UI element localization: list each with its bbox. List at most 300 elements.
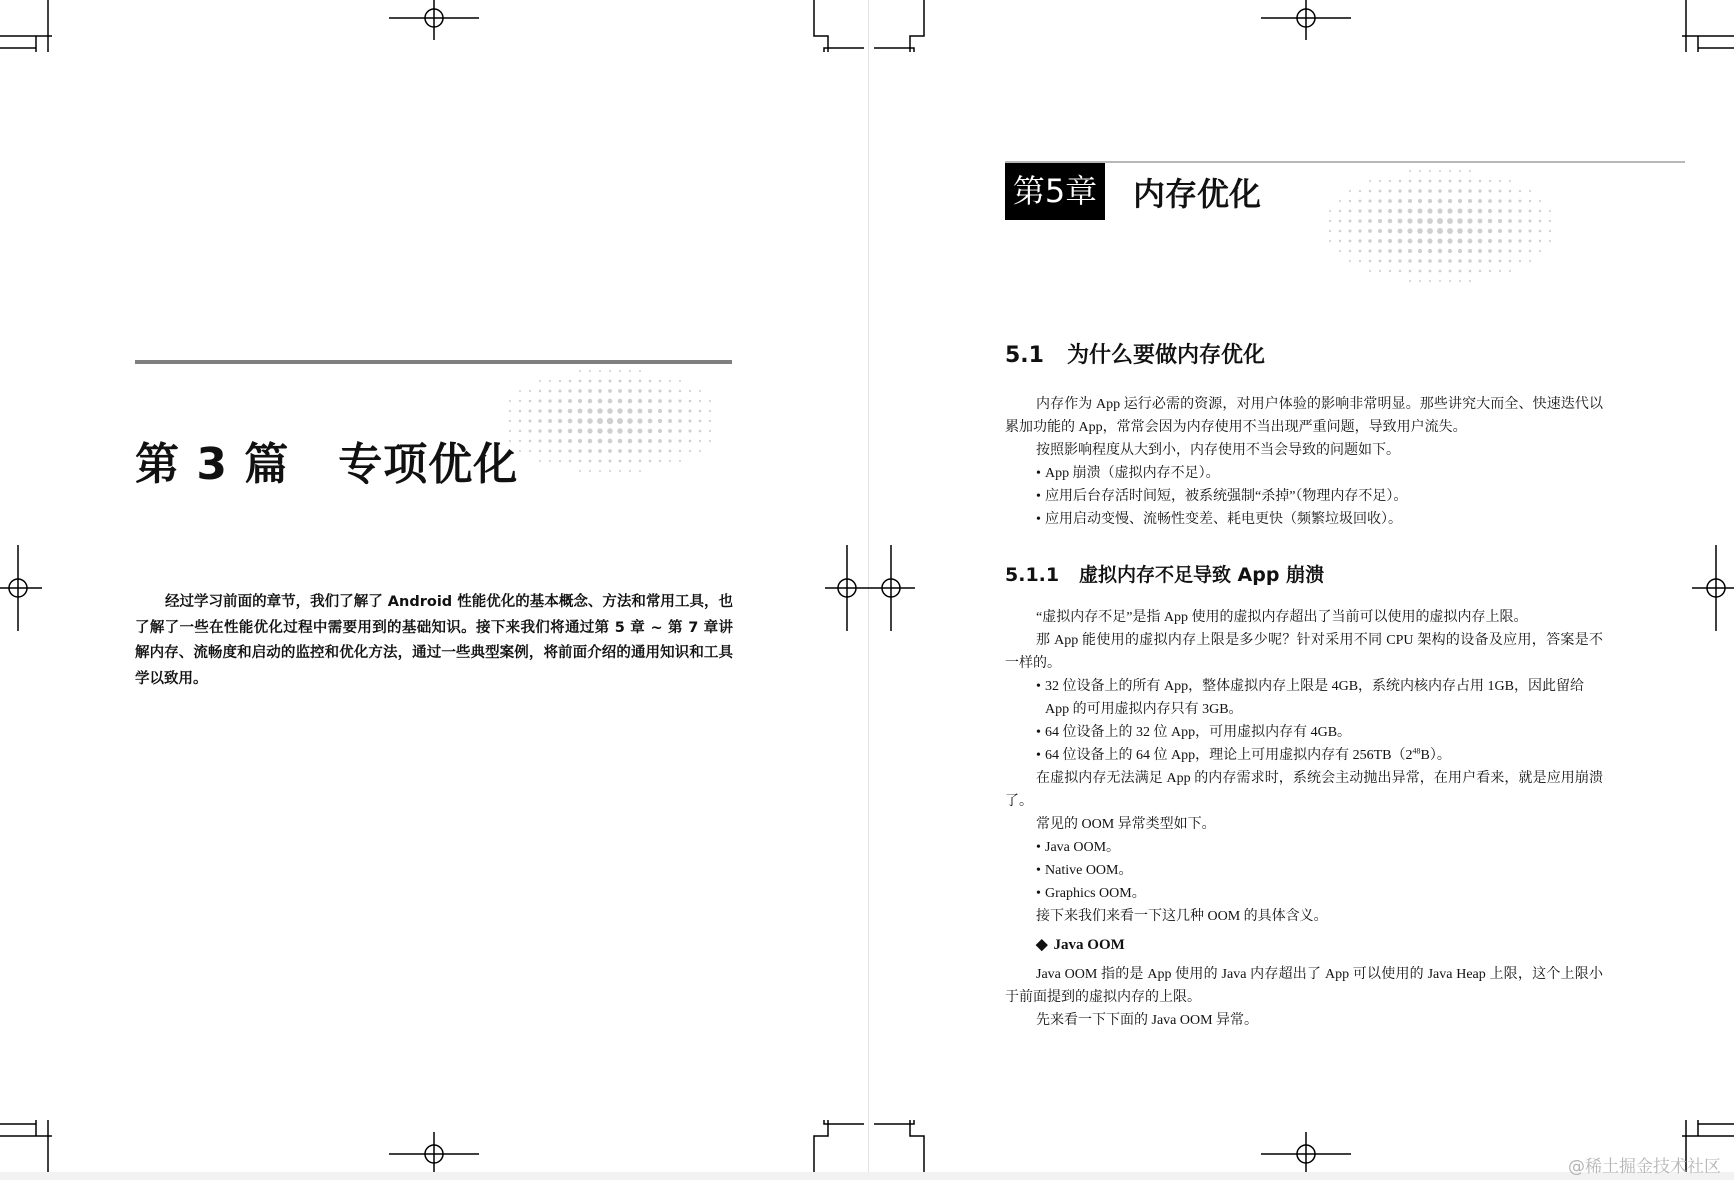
halftone-dot [1447,238,1452,243]
halftone-dot [558,439,562,443]
part-intro-paragraph: 经过学习前面的章节，我们了解了 Android 性能优化的基本概念、方法和常用工具，也了解了一些在性能优化过程中需要用到的基础知识。接下来我们将通过第 5 章 ~ 第 7 章讲解内存、流畅度和启动的监控和优化方法，通过一些典型案例，将前面介绍的通用知识和工具学以致用。 [135,594,733,687]
halftone-dot [679,460,681,462]
registration-mark-icon [389,0,479,40]
halftone-dot [1519,250,1522,253]
halftone-dot [649,460,652,463]
halftone-dot [659,460,661,462]
halftone-dot [548,409,552,413]
halftone-dot [1518,209,1521,212]
halftone-dot [569,380,572,383]
halftone-dot [648,449,651,452]
java-oom-heading-text: Java OOM [1053,937,1125,953]
halftone-dot [1498,209,1502,213]
halftone-dot [597,408,602,413]
halftone-dot [1428,259,1432,263]
halftone-dot [519,390,521,392]
halftone-dot [628,439,632,443]
halftone-dot [529,450,531,452]
halftone-dot [699,400,701,402]
halftone-dot [1349,200,1351,202]
halftone-dot [1478,259,1481,262]
halftone-dot [1418,209,1423,214]
part-title: 第 3 篇 专项优化 [135,439,519,490]
halftone-dot [617,428,622,433]
halftone-dot [1428,249,1432,253]
halftone-dot [1358,219,1361,222]
halftone-dot [1488,259,1491,262]
halftone-dot [588,399,592,403]
halftone-dot [629,460,632,463]
halftone-dot [619,470,621,472]
halftone-dot [528,419,531,422]
halftone-dot [1439,270,1442,273]
halftone-dot [668,409,672,413]
halftone-dot [1368,199,1371,202]
halftone-dot [1378,239,1382,243]
halftone-dot [1449,280,1451,282]
halftone-dot [1488,209,1492,213]
halftone-dot [1439,180,1442,183]
halftone-dot [539,400,542,403]
halftone-dot [579,460,582,463]
halftone-dot [1359,190,1361,192]
halftone-dot [1398,209,1402,213]
halftone-dot [609,470,611,472]
halftone-dot [1468,259,1471,262]
list-item-text: 64 位设备上的 64 位 App，理论上可用虚拟内存有 256TB（2 [1045,748,1413,763]
halftone-dot [629,370,631,372]
halftone-dot [1549,240,1551,242]
halftone-dot [689,440,692,443]
halftone-dot [1447,208,1452,213]
halftone-dot [578,449,581,452]
section-heading: 5.1 为什么要做内存优化 [1005,343,1265,368]
halftone-dot [1388,219,1392,223]
halftone-dot [639,470,641,472]
halftone-dot [568,439,572,443]
halftone-dot [1448,259,1452,263]
halftone-dot [1479,180,1482,183]
halftone-dot [598,449,602,453]
halftone-dot [1458,209,1463,214]
crop-mark-icon [812,0,927,52]
halftone-dot [1448,199,1452,203]
halftone-dot [628,389,632,393]
halftone-dot [579,380,582,383]
halftone-dot [1339,230,1342,233]
halftone-dot [658,439,662,443]
halftone-dot [1529,220,1532,223]
halftone-dot [529,390,531,392]
halftone-dot [627,408,632,413]
halftone-dot [1498,219,1502,223]
halftone-dot [618,449,622,453]
halftone-dot [639,460,642,463]
halftone-dot [1468,189,1471,192]
halftone-dot [1398,259,1401,262]
halftone-dot [1378,209,1382,213]
memory-limit-list [1005,675,1603,767]
halftone-dot [1468,209,1473,214]
halftone-dot [1539,220,1542,223]
halftone-dot [619,460,622,463]
halftone-dot [658,409,662,413]
halftone-dot [689,410,692,413]
halftone-dot [709,420,711,422]
body-paragraph: 内存作为 App 运行必需的资源，对用户体验的影响非常明显。那些讲究大而全、快速迭代以累加功能的 App，常常会因为内存使用不当出现严重问题，导致用户流失。 [1005,397,1603,435]
halftone-dot [1449,270,1452,273]
halftone-dot [1539,240,1541,242]
halftone-dot [1488,219,1492,223]
subsection-heading: 5.1.1 虚拟内存不足导致 App 崩溃 [1005,564,1325,586]
halftone-dot [587,408,592,413]
halftone-dot [519,440,521,442]
halftone-dot [568,419,573,424]
halftone-dot [1429,270,1432,273]
registration-mark-icon [1692,545,1734,631]
halftone-dot [1358,239,1361,242]
halftone-dot [1529,250,1531,252]
halftone-dot [618,399,623,404]
halftone-dot [678,419,681,422]
halftone-dot [599,470,601,472]
halftone-dot [588,389,592,393]
halftone-dot [589,370,591,372]
exponent: 48 [1412,746,1421,756]
halftone-dot [597,418,603,424]
halftone-dot [1368,239,1371,242]
diamond-icon: ◆ [1036,937,1048,953]
halftone-dot [1458,259,1462,263]
halftone-dot [1428,199,1432,203]
halftone-dot [1448,189,1452,193]
halftone-dot [1359,250,1362,253]
halftone-dot [589,380,592,383]
halftone-dot [1508,219,1512,223]
halftone-dot [1339,210,1341,212]
halftone-dot [1407,228,1412,233]
halftone-dot [1419,180,1422,183]
halftone-dot [1379,180,1381,182]
halftone-dot [519,450,521,452]
halftone-dot [1549,220,1551,222]
halftone-dot [1498,199,1501,202]
halftone-dot [1499,190,1502,193]
section-body [1005,393,1603,531]
halftone-dot [1358,229,1361,232]
halftone-dot [1479,270,1482,273]
halftone-dot [679,380,681,382]
halftone-dot [529,430,532,433]
halftone-dot [538,429,541,432]
body-paragraph: 接下来我们来看一下这几种 OOM 的具体含义。 [1036,909,1328,924]
halftone-dot [1368,249,1371,252]
halftone-dot [618,389,622,393]
crop-mark-icon [0,1120,52,1172]
halftone-dot [658,389,661,392]
halftone-dot [1539,250,1541,252]
halftone-dot [558,419,562,423]
halftone-dot [1489,180,1491,182]
halftone-dot [1439,170,1441,172]
watermark: @稀土掘金技术社区 [1568,1157,1721,1177]
halftone-dot [668,429,672,433]
halftone-dot [648,439,652,443]
halftone-dot [1378,249,1381,252]
halftone-dot [1437,238,1442,243]
registration-mark-icon [825,545,915,631]
halftone-dot [699,440,701,442]
halftone-dot [1498,239,1502,243]
halftone-dot [689,430,692,433]
halftone-dot [1378,229,1382,233]
halftone-dot [1388,209,1392,213]
halftone-dot [598,389,602,393]
halftone-dot [678,429,681,432]
halftone-dot [1457,218,1463,224]
halftone-dot [599,460,602,463]
halftone-dot [638,389,641,392]
halftone-dot [1539,200,1541,202]
halftone-dot [1409,180,1412,183]
halftone-dot [1399,270,1402,273]
halftone-dot [627,418,633,424]
halftone-dot [1458,239,1463,244]
halftone-dot [699,420,702,423]
halftone-dot [598,439,603,444]
halftone-dot [578,439,582,443]
dot-pattern-decoration [505,366,715,476]
halftone-dot [1329,230,1331,232]
halftone-dot [539,390,541,392]
halftone-dot [1529,260,1531,262]
halftone-dot [1458,199,1462,203]
halftone-dot [1458,189,1462,193]
halftone-dot [1388,249,1392,253]
halftone-dot [1449,180,1452,183]
halftone-dot [1467,228,1472,233]
halftone-dot [709,410,711,412]
halftone-dot [1488,229,1492,233]
halftone-dot [1459,180,1462,183]
halftone-dot [578,429,583,434]
halftone-dot [1339,200,1341,202]
halftone-dot [599,380,602,383]
halftone-dot [1359,260,1361,262]
halftone-dot [1388,199,1392,203]
oom-type-list [1005,836,1603,905]
halftone-dot [649,380,652,383]
halftone-dot [1468,239,1473,244]
halftone-dot [1478,209,1482,213]
halftone-dot [1369,180,1371,182]
halftone-dot [1438,259,1442,263]
halftone-dot [1448,249,1452,253]
halftone-dot [1339,220,1342,223]
chapter-title: 内存优化 [1133,175,1262,213]
halftone-dot [1478,189,1481,192]
halftone-dot [658,419,662,423]
halftone-dot [1508,249,1511,252]
halftone-dot [1519,200,1522,203]
halftone-dot [1478,239,1482,243]
halftone-dot [648,399,652,403]
halftone-dot [1388,189,1391,192]
halftone-dot [1369,270,1371,272]
halftone-dot [1529,230,1532,233]
halftone-dot [1408,239,1413,244]
halftone-dot [679,390,681,392]
list-item: • Native OOM。 [1036,859,1603,882]
halftone-dot [1449,170,1451,172]
halftone-dot [608,449,612,453]
chapter-number-label: 第5章 [1005,163,1105,220]
halftone-dot [548,419,552,423]
halftone-dot [658,449,661,452]
body-paragraph: “虚拟内存不足”是指 App 使用的虚拟内存超出了当前可以使用的虚拟内存上限。 [1036,610,1528,625]
halftone-dot [638,409,643,414]
halftone-dot [608,399,613,404]
halftone-dot [1478,199,1482,203]
halftone-dot [669,460,671,462]
crop-mark-icon [1682,0,1734,52]
halftone-dot [1539,210,1541,212]
halftone-dot [699,410,702,413]
halftone-dot [1488,239,1492,243]
halftone-dot [1408,249,1412,253]
halftone-dot [1349,190,1351,192]
halftone-dot [1459,280,1461,282]
halftone-dot [1349,240,1352,243]
halftone-dot [1439,280,1441,282]
halftone-dot [689,450,691,452]
subsection-body [1005,606,1603,1032]
halftone-dot [1378,219,1382,223]
halftone-dot [1437,208,1442,213]
halftone-dot [1408,259,1411,262]
halftone-dot [1339,250,1341,252]
halftone-dot [1499,270,1501,272]
halftone-dot [1437,218,1443,224]
halftone-dot [637,418,642,423]
halftone-dot [1438,249,1442,253]
halftone-dot [1419,170,1421,172]
halftone-dot [699,450,701,452]
list-item-text: B）。 [1420,748,1451,763]
halftone-dot [639,380,642,383]
body-paragraph: 先来看一下下面的 Java OOM 异常。 [1036,1013,1259,1028]
halftone-dot [688,419,691,422]
part-divider-rule [135,360,732,364]
halftone-dot [1349,210,1352,213]
crop-mark-icon [0,0,52,52]
halftone-dot [1427,228,1433,234]
halftone-dot [587,428,592,433]
halftone-dot [509,420,511,422]
halftone-dot [1509,180,1511,182]
halftone-dot [1388,259,1391,262]
halftone-dot [1488,189,1491,192]
list-item [1036,744,1603,767]
halftone-dot [1489,270,1491,272]
dot-pattern-decoration [1325,166,1555,286]
halftone-dot [1389,180,1391,182]
halftone-dot [689,400,692,403]
halftone-dot [659,380,661,382]
body-paragraph: 在虚拟内存无法满足 App 的内存需求时，系统会主动抛出异常，在用户看来，就是应用崩溃了。 [1005,771,1603,809]
halftone-dot [1408,199,1412,203]
halftone-dot [1518,219,1521,222]
halftone-dot [1418,249,1422,253]
list-item: • 64 位设备上的 32 位 App，可用虚拟内存有 4GB。 [1036,721,1603,744]
halftone-dot [509,400,511,402]
halftone-dot [1469,180,1472,183]
halftone-dot [1407,218,1412,223]
halftone-dot [569,460,572,463]
list-item: • Java OOM。 [1036,836,1603,859]
halftone-dot [549,450,552,453]
halftone-dot [1369,190,1372,193]
registration-mark-icon [0,545,42,631]
halftone-dot [678,409,681,412]
halftone-dot [1437,228,1443,234]
halftone-dot [669,390,672,393]
halftone-dot [1409,170,1411,172]
halftone-dot [548,429,552,433]
halftone-dot [1429,180,1432,183]
halftone-dot [1418,189,1422,193]
halftone-dot [679,400,682,403]
halftone-dot [638,429,643,434]
halftone-dot [558,399,562,403]
halftone-dot [589,470,591,472]
halftone-dot [587,418,593,424]
halftone-dot [1518,229,1521,232]
halftone-dot [1447,218,1453,224]
crop-mark-icon [812,1120,927,1172]
halftone-dot [548,439,551,442]
halftone-dot [1427,238,1432,243]
halftone-dot [669,380,671,382]
halftone-dot [1508,199,1511,202]
halftone-dot [619,370,621,372]
halftone-dot [1509,190,1512,193]
halftone-dot [628,399,632,403]
halftone-dot [1368,219,1372,223]
halftone-dot [668,439,671,442]
list-item: • Graphics OOM。 [1036,882,1603,905]
list-item: • 应用启动变慢、流畅性变差、耗电更快（频繁垃圾回收）。 [1036,508,1603,531]
halftone-dot [1368,209,1371,212]
halftone-dot [607,408,613,414]
halftone-dot [638,439,642,443]
halftone-dot [1468,199,1472,203]
halftone-dot [1427,218,1433,224]
halftone-dot [519,430,522,433]
halftone-dot [588,439,592,443]
halftone-dot [608,389,612,393]
halftone-dot [1408,209,1413,214]
halftone-dot [608,439,613,444]
halftone-dot [1409,280,1411,282]
halftone-dot [1398,239,1402,243]
halftone-dot [1447,228,1453,234]
halftone-dot [1518,239,1521,242]
halftone-dot [1428,189,1432,193]
halftone-dot [609,370,611,372]
halftone-dot [1438,189,1442,193]
halftone-dot [1498,249,1501,252]
